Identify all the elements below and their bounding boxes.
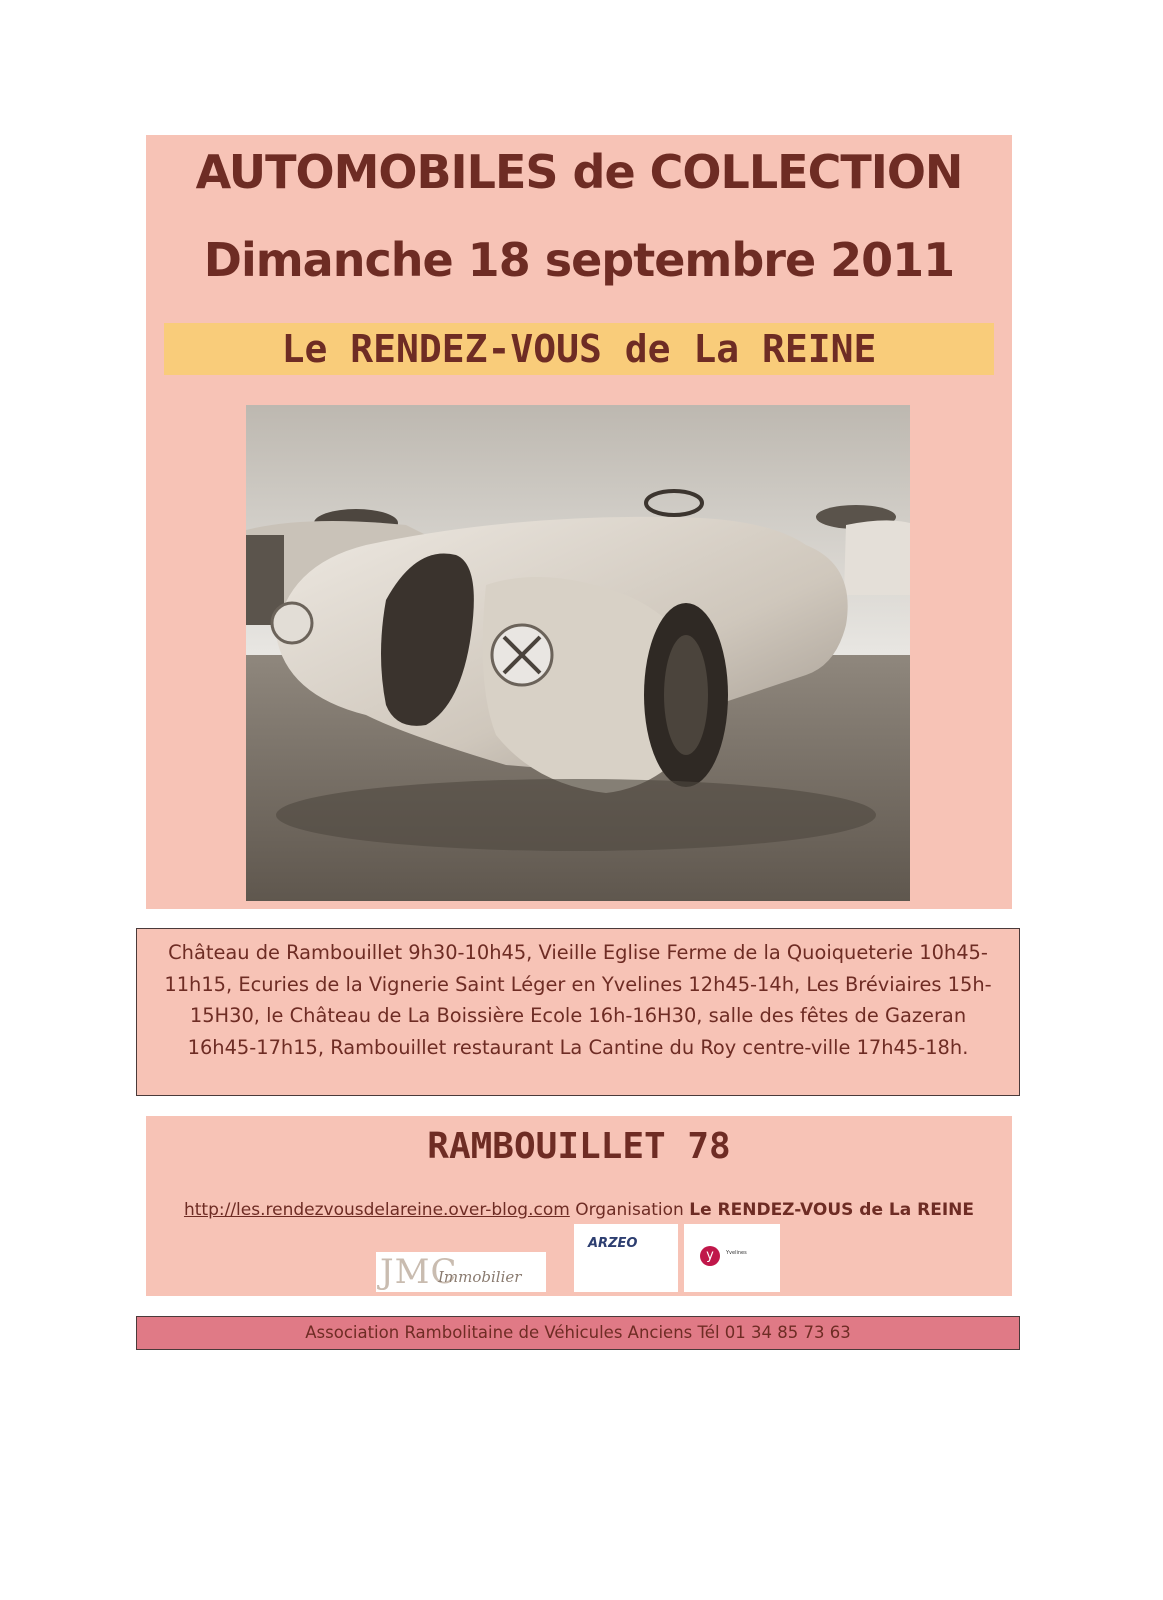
- poster-title: AUTOMOBILES de COLLECTION: [195, 145, 963, 199]
- organisation-line: [146, 1200, 1012, 1220]
- vintage-car-photo: [246, 405, 910, 901]
- jmc-immobilier-logo: JMC Immobilier: [376, 1252, 546, 1292]
- car-illustration: [246, 405, 910, 901]
- organisation-label: Organisation: [575, 1200, 684, 1220]
- poster-top-panel: [146, 135, 1012, 909]
- organisation-name: Le RENDEZ-VOUS de La REINE: [689, 1200, 975, 1220]
- city-title: RAMBOUILLET 78: [427, 1126, 731, 1167]
- yvelines-logo: y Yvelines: [684, 1224, 780, 1292]
- event-date: Dimanche 18 septembre 2011: [203, 233, 955, 287]
- schedule-box: [136, 928, 1020, 1096]
- footer-association-bar: Association Rambolitaine de Véhicules Anciens Tél 01 34 85 73 63: [136, 1316, 1020, 1350]
- website-link[interactable]: http://les.rendezvousdelareine.over-blog.com: [183, 1200, 570, 1220]
- event-name-banner: Le RENDEZ-VOUS de La REINE: [164, 323, 994, 375]
- poster-bottom-panel: [146, 1116, 1012, 1296]
- yvelines-mark-icon: y: [700, 1246, 720, 1266]
- arzeo-logo: ARZEO: [574, 1224, 678, 1292]
- schedule-text: Château de Rambouillet 9h30-10h45, Vieille Eglise Ferme de la Quoiqueterie 10h45-11h15, Ecuries de la Vignerie Saint Léger en Yvelines 12h45-14h, Les Bréviaires 15h-15H30, le Château de La Boissière Ecole 16h-16H30, salle des fêtes de Gazeran 16h45-17h15, Rambouillet restaurant La Cantine du Roy centre-ville 17h45-18h.: [164, 941, 992, 1059]
